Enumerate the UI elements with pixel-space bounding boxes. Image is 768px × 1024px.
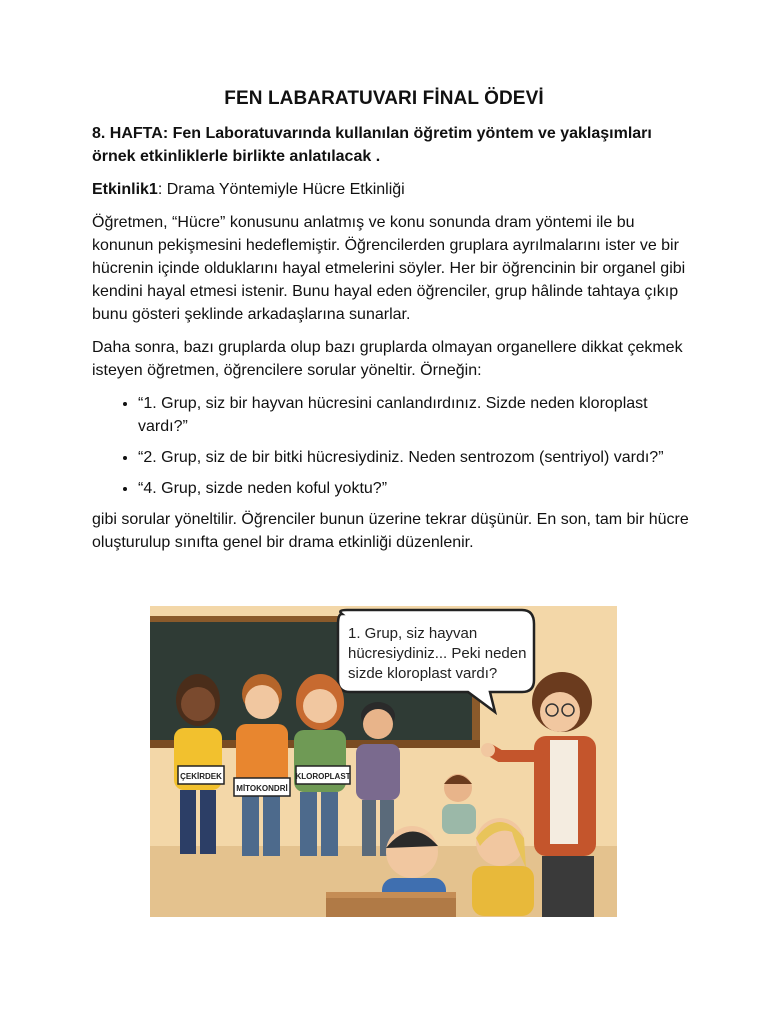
organelle-label: MİTOKONDRİ [236, 784, 288, 793]
question-item: • “4. Grup, sizde neden koful yoktu?” [138, 477, 692, 500]
speech-line: hücresiydiniz... Peki neden [348, 645, 527, 662]
organelle-label: KLOROPLAST [295, 772, 351, 781]
document-body [92, 122, 692, 564]
activity-line [92, 178, 692, 201]
activity-separator: : [157, 181, 163, 198]
organelle-label: ÇEKİRDEK [180, 772, 222, 781]
question-item: • “2. Grup, siz de bir bitki hücresiydiniz. Neden sentrozom (sentriyol) vardı?” [138, 446, 692, 469]
speech-line: sizde kloroplast vardı? [348, 665, 498, 682]
classroom-illustration [150, 606, 617, 917]
question-item: • “1. Grup, siz bir hayvan hücresini canlandırdınız. Sizde neden kloroplast vardı?” [138, 392, 692, 438]
paragraph-conclusion: gibi sorular yöneltilir. Öğrenciler bunun üzerine tekrar düşünür. En son, tam bir hücre oluşturulup sınıfta genel bir drama etkinliği düzenlenir. [92, 511, 689, 551]
document-title: FEN LABARATUVARI FİNAL ÖDEVİ [224, 88, 544, 109]
activity-label: Etkinlik1 [92, 181, 158, 198]
speech-line: 1. Grup, siz hayvan [348, 625, 478, 642]
week-heading: 8. HAFTA: Fen Laboratuvarında kullanılan öğretim yöntem ve yaklaşımları örnek etkinliklerle birlikte anlatılacak . [92, 125, 652, 165]
paragraph-intro: Öğretmen, “Hücre” konusunu anlatmış ve konu sonunda dram yöntemi ile bu konunun pekişmesini hedeflemiştir. Öğrencilerden gruplara ayrılmalarını ister ve bir hücrenin içinde olduklarını hayal etmelerini söyler. Her bir öğrencinin bir organel gibi kendini hayal etmesi istenir. Bunu hayal eden öğrenciler, grup hâlinde tahtaya çıkıp bunu gösteri şeklinde arkadaşlarına sunarlar. [92, 214, 686, 323]
paragraph-questions-intro: Daha sonra, bazı gruplarda olup bazı gruplarda olmayan organellere dikkat çekmek isteyen öğretmen, öğrencilere sorular yöneltir. Örneğin: [92, 339, 683, 379]
question-list [92, 392, 692, 500]
desk [326, 892, 456, 917]
activity-name: Drama Yöntemiyle Hücre Etkinliği [162, 181, 405, 198]
